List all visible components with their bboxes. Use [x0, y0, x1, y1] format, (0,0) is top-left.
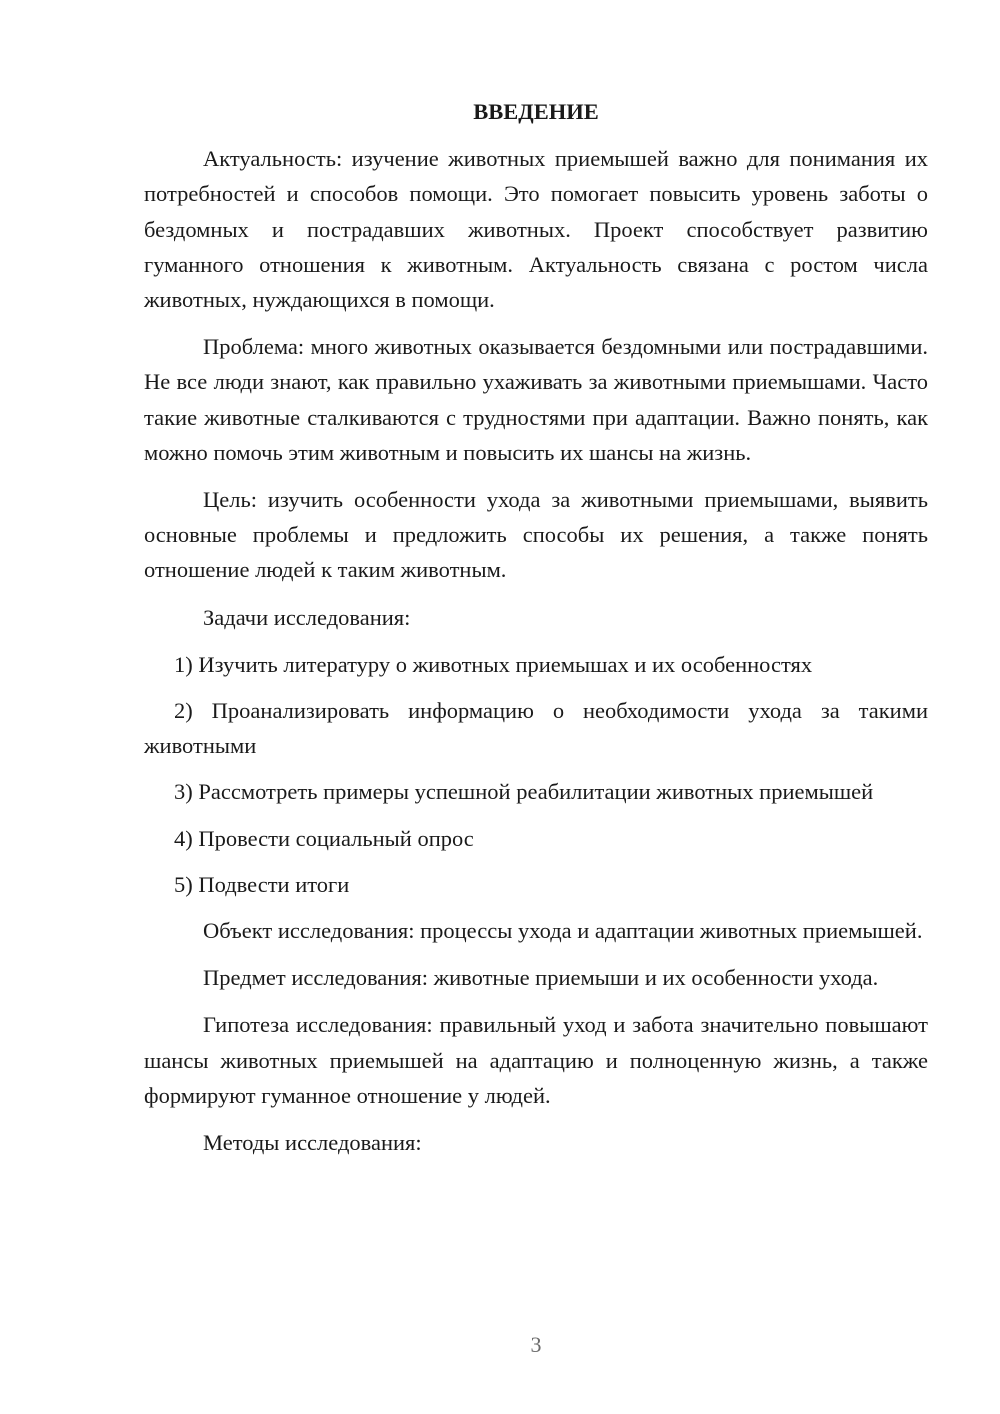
task-item: 3) Рассмотреть примеры успешной реабилитации животных приемышей: [174, 779, 874, 805]
hypothesis-paragraph: Гипотеза исследования: правильный уход и забота значительно повышают шансы животных приемышей на адаптацию и полноценную жизнь, а также формируют гуманное отношение у людей.: [144, 1012, 928, 1108]
goal-paragraph: Цель: изучить особенности ухода за животными приемышами, выявить основные проблемы и предложить способы их решения, а также понять отношение людей к таким животным.: [144, 487, 928, 583]
object-paragraph: Объект исследования: процессы ухода и адаптации животных приемышей.: [203, 918, 923, 944]
page-title: ВВЕДЕНИЕ: [473, 99, 599, 124]
task-item: 5) Подвести итоги: [174, 871, 350, 897]
methods-heading: Методы исследования:: [203, 1130, 422, 1156]
page-number: 3: [530, 1332, 542, 1357]
tasks-heading: Задачи исследования:: [203, 604, 411, 630]
problem-paragraph: Проблема: много животных оказывается бездомными или пострадавшими. Не все люди знают, как правильно ухаживать за животными приемышами. Часто такие животные сталкиваются с трудностями при адаптации. Важно понять, как можно помочь этим животным и повысить их шансы на жизнь.: [144, 334, 928, 465]
task-item: 4) Провести социальный опрос: [174, 825, 474, 851]
page-content: [144, 94, 928, 1172]
task-item: 2) Проанализировать информацию о необходимости ухода за такими животными: [144, 698, 928, 759]
task-item: 1) Изучить литературу о животных приемышах и их особенностях: [174, 651, 813, 677]
relevance-paragraph: Актуальность: изучение животных приемышей важно для понимания их потребностей и способов помощи. Это помогает повысить уровень заботы о бездомных и пострадавших животных. Проект способствует развитию гуманного отношения к животным. Актуальность связана с ростом числа животных, нуждающихся в помощи.: [144, 146, 928, 313]
subject-paragraph: Предмет исследования: животные приемыши и их особенности ухода.: [203, 965, 879, 991]
